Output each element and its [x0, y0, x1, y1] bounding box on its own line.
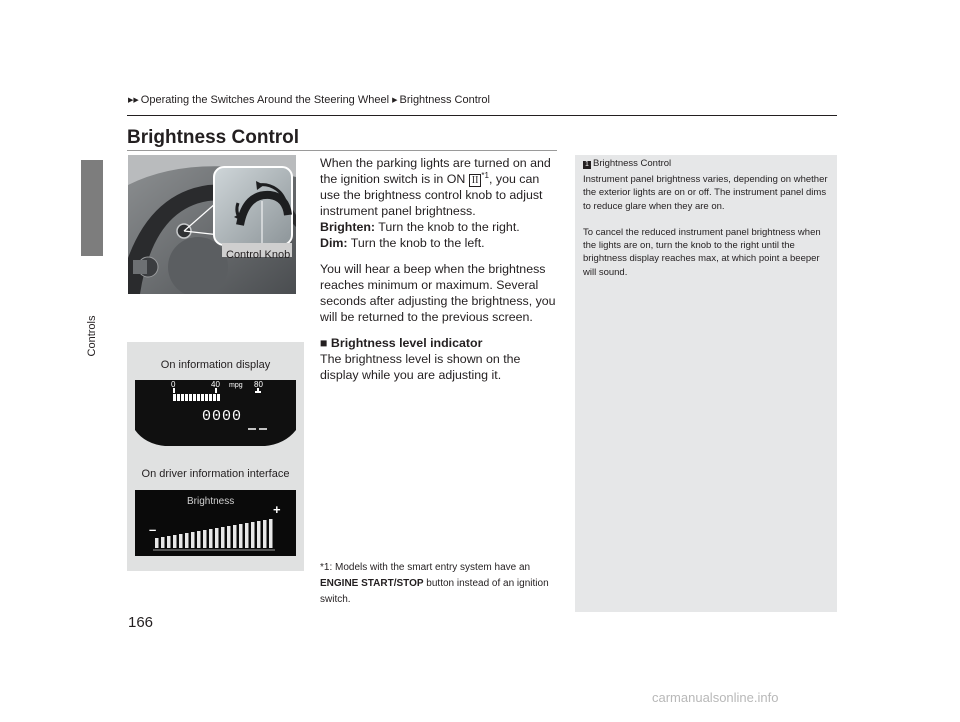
- scale-label-max: 80: [254, 380, 263, 389]
- side-note-title-text: Brightness Control: [593, 158, 672, 169]
- header-rule: [127, 115, 837, 116]
- intro-text-cont: , you can use the brightness control knob to adjust instrument panel brightness.: [320, 172, 543, 218]
- odometer-digits: 0000: [202, 408, 243, 425]
- brightness-screen-label: Brightness: [187, 496, 235, 507]
- indicator-text: The brightness level is shown on the display while you are adjusting it.: [320, 352, 521, 382]
- intro-paragraph: [320, 155, 562, 219]
- brighten-label: Brighten:: [320, 220, 376, 234]
- beep-paragraph: You will hear a beep when the brightness reaches minimum or maximum. Several seconds after adjusting the brightness, you will be returned to the previous screen.: [320, 262, 556, 324]
- indicator-heading: ■ Brightness level indicator: [320, 336, 483, 350]
- body-text: [320, 155, 562, 383]
- driver-interface-caption: On driver information interface: [141, 468, 290, 480]
- minus-sign: –: [149, 522, 157, 537]
- mpg-label: mpg: [229, 382, 243, 389]
- dim-label: Dim:: [320, 236, 348, 250]
- ignition-position-key: II: [469, 174, 482, 187]
- side-note-paragraph-2: To cancel the reduced instrument panel brightness when the lights are on, turn the knob to the right until the brightness display reaches max, at which point a beeper will sound.: [583, 226, 821, 278]
- breadcrumb-current: Brightness Control: [399, 94, 490, 106]
- breadcrumb: [128, 94, 490, 106]
- info-display-caption: On information display: [160, 359, 271, 371]
- brighten-text: Turn the knob to the right.: [375, 220, 520, 234]
- watermark: carmanualsonline.info: [652, 690, 779, 705]
- chapter-label: [80, 296, 104, 376]
- chapter-tab: [81, 160, 103, 256]
- dim-instruction: [320, 235, 562, 251]
- display-illustration-panel: [127, 342, 304, 571]
- scale-label-mid: 40: [211, 380, 220, 389]
- brighten-instruction: [320, 219, 562, 235]
- steering-wheel-photo: [128, 155, 296, 294]
- footnote-marker: *1: [481, 170, 489, 180]
- dim-text: Turn the knob to the left.: [347, 236, 485, 250]
- side-note-title: [583, 158, 671, 169]
- chapter-label-text: Controls: [86, 315, 98, 357]
- intro-text: When the parking lights are turned on and the ignition switch is in ON: [320, 156, 551, 186]
- footnote-text-cont: button instead of an ignition switch.: [320, 578, 549, 605]
- plus-sign: +: [273, 502, 281, 517]
- title-rule: [127, 150, 557, 151]
- side-note-text: [583, 173, 829, 279]
- breadcrumb-arrow-icon: ▶▶: [128, 97, 139, 104]
- control-knob-illustration: [128, 155, 296, 294]
- footnote-text: *1: Models with the smart entry system have an: [320, 562, 531, 573]
- breadcrumb-section: Operating the Switches Around the Steering Wheel: [140, 94, 390, 106]
- control-knob-label: Control Knob: [226, 249, 291, 261]
- breadcrumb-arrow-icon: ▶: [392, 97, 398, 104]
- page-title: Brightness Control: [127, 127, 300, 148]
- page-number: 166: [128, 614, 154, 631]
- side-note-paragraph-1: Instrument panel brightness varies, depending on whether the exterior lights are on or off. The instrument panel dims to reduce glare when they are on.: [583, 174, 828, 212]
- scale-label-min: 0: [171, 380, 176, 389]
- footnote: [320, 560, 560, 608]
- note-marker-icon: 1: [583, 161, 591, 169]
- footnote-bold: ENGINE START/STOP: [320, 578, 424, 589]
